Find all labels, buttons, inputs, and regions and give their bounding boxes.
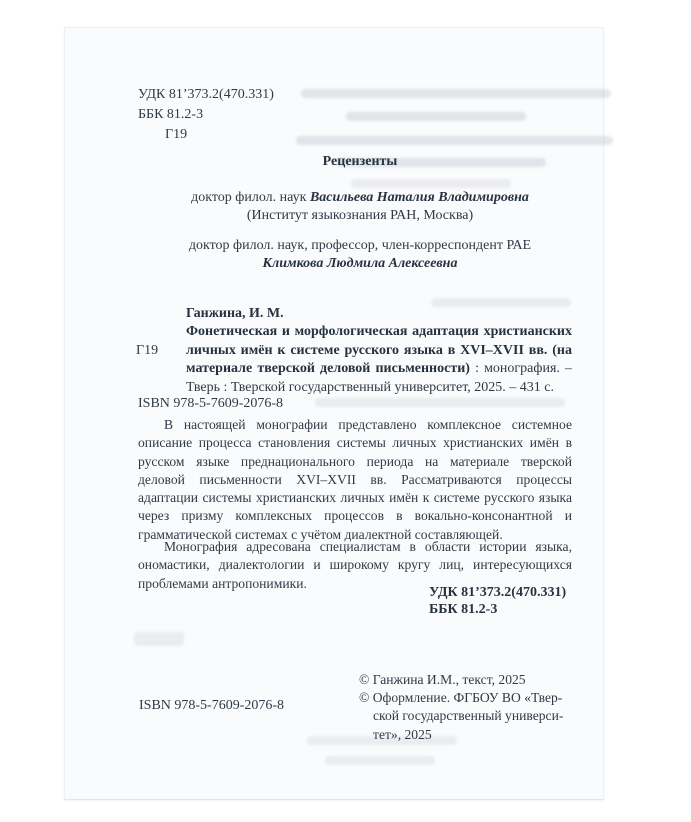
show-through-line [301,89,611,98]
reviewer-name: Климкова Людмила Алексеевна [262,256,458,271]
author-code-margin: Г19 [136,343,159,358]
catalog-author: Ганжина, И. М. [186,306,284,321]
udc-number-top: УДК 81’373.2(470.331) [138,87,274,102]
copyright-block [359,671,579,744]
reviewers-block [136,153,584,274]
show-through-line [346,112,526,121]
reviewer-affiliation: (Институт языкознания РАН, Москва) [246,208,474,223]
show-through-mark [134,632,184,646]
bbk-number-bottom: ББК 81.2-3 [429,602,498,617]
book-imprint-page [64,27,604,800]
show-through-line [325,756,435,765]
catalog-imprint: : монография. – Тверь : Тверской государственный университет, 2025. – 431 с. [186,361,572,395]
reviewer-degree: доктор филол. наук, профессор, член-корреспондент РАЕ [188,237,532,253]
catalog-title: Фонетическая и морфологическая адаптация христианских личных имён к системе русского языка в XVI–XVII вв. (на материале тверской деловой письменности) [186,324,572,377]
show-through-line [315,398,565,407]
abstract-paragraph-1: В настоящей монографии представлено комплексное системное описание процесса становления системы личных христианских имён в русском языке преднационального периода на материале тверской деловой письменности XVI–XVII вв. Рассматриваются процессы адаптации системы христианских личных имён к системе русского языка через призму комплексных процессов в вокально-консонантной и грамматической системах с учётом диалектной составляющей. [138,417,572,542]
catalog-description [186,323,572,397]
author-code-top: Г19 [165,127,188,142]
isbn-bottom: ISBN 978-5-7609-2076-8 [139,698,285,713]
copyright-author-text: © Ганжина И.М., текст, 2025 [359,672,526,687]
reviewer-name: Васильева Наталия Владимировна [309,189,529,205]
spacer [136,226,584,237]
reviewer-degree: доктор филол. наук [191,189,310,205]
udc-number-bottom: УДК 81’373.2(470.331) [429,585,567,600]
reviewer-line [136,189,584,208]
isbn-catalog: ISBN 978-5-7609-2076-8 [138,396,284,411]
show-through-line [431,298,571,307]
copyright-design-text: © Оформление. ФГБОУ ВО «Твер- ской государственный универси- тет», 2025 [359,690,564,742]
abstract-paragraph-2: Монография адресована специалистам в области истории языка, ономастики, диалектологии и широкому кругу лиц, интересующихся проблемами антропонимики. [138,539,572,591]
show-through-line [296,136,613,145]
reviewers-heading: Рецензенты [322,154,398,169]
bbk-number-top: ББК 81.2-3 [138,107,204,122]
